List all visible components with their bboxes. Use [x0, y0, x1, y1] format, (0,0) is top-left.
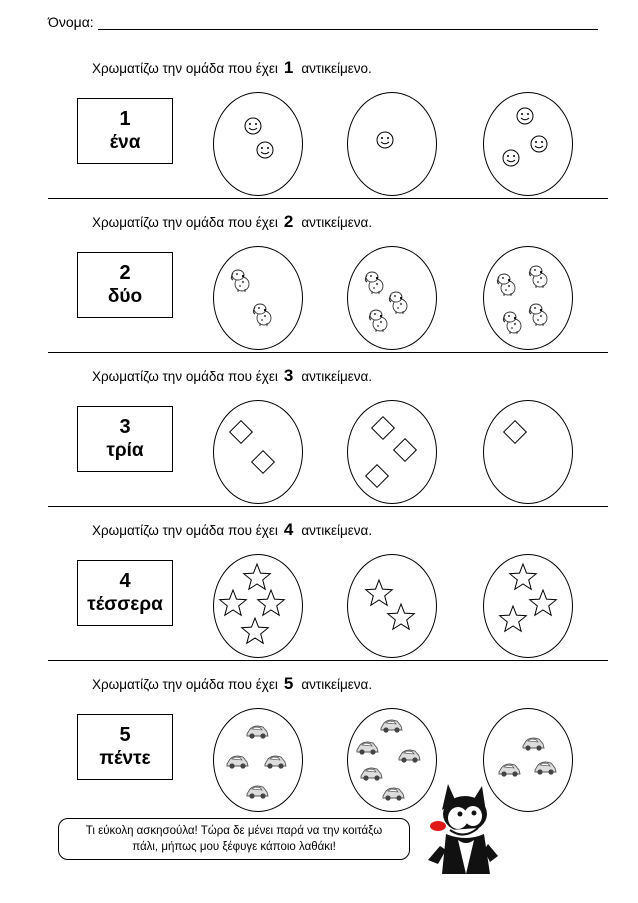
smiley-icon	[376, 131, 394, 149]
car-icon	[520, 731, 546, 757]
number-digit: 2	[119, 262, 131, 284]
dog-icon	[228, 267, 254, 293]
instruction-suffix: αντικείμενα.	[301, 677, 373, 692]
diamond-icon	[227, 418, 255, 446]
instruction-text	[92, 674, 372, 694]
section-divider	[48, 198, 608, 199]
star-icon	[256, 589, 286, 619]
number-word: ένα	[109, 132, 141, 153]
section-divider	[48, 506, 608, 507]
dog-icon	[526, 263, 552, 289]
instruction-label: Χρωματίζω την ομάδα που έχει	[92, 677, 278, 692]
number-box	[77, 406, 173, 472]
number-digit: 5	[119, 724, 131, 746]
car-icon	[380, 781, 406, 807]
dog-icon	[362, 269, 388, 295]
instruction-suffix: αντικείμενα.	[301, 523, 373, 538]
speech-bubble-line-1: Τι εύκολη ασκησούλα! Τώρα δε μένει παρά να την κοιτάξω	[85, 825, 383, 837]
group-oval[interactable]	[483, 400, 573, 504]
car-icon	[354, 735, 380, 761]
star-icon	[218, 589, 248, 619]
number-word: δύο	[107, 286, 143, 307]
number-digit: 3	[119, 416, 131, 438]
number-digit: 4	[119, 570, 131, 592]
dog-icon	[526, 301, 552, 327]
name-label: Όνομα:	[48, 14, 94, 30]
instruction-number: 3	[283, 366, 294, 385]
name-line[interactable]	[98, 29, 598, 30]
instruction-text	[92, 58, 372, 78]
diamond-icon	[391, 436, 419, 464]
instruction-suffix: αντικείμενα.	[301, 215, 373, 230]
car-icon	[378, 713, 404, 739]
car-icon	[532, 755, 558, 781]
instruction-label: Χρωματίζω την ομάδα που έχει	[92, 369, 278, 384]
instruction-number: 5	[283, 674, 294, 693]
section-divider	[48, 660, 608, 661]
instruction-text	[92, 212, 372, 232]
number-word: τρία	[106, 440, 144, 461]
instruction-suffix: αντικείμενο.	[301, 61, 372, 76]
instruction-label: Χρωματίζω την ομάδα που έχει	[92, 61, 278, 76]
number-box	[77, 252, 173, 318]
instruction-suffix: αντικείμενα.	[301, 369, 373, 384]
dog-icon	[494, 271, 520, 297]
instruction-number: 2	[283, 212, 294, 231]
car-icon	[244, 779, 270, 805]
smiley-icon	[530, 135, 548, 153]
star-icon	[498, 605, 528, 635]
car-icon	[244, 719, 270, 745]
dog-icon	[386, 289, 412, 315]
star-icon	[240, 617, 270, 647]
car-icon	[262, 749, 288, 775]
section-divider	[48, 352, 608, 353]
instruction-text	[92, 366, 372, 386]
star-icon	[528, 589, 558, 619]
car-icon	[224, 749, 250, 775]
diamond-icon	[249, 448, 277, 476]
number-word: πέντε	[99, 748, 151, 769]
smiley-icon	[256, 141, 274, 159]
instruction-text	[92, 520, 372, 540]
number-digit: 1	[119, 108, 131, 130]
instruction-number: 4	[283, 520, 294, 539]
dog-icon	[250, 301, 276, 327]
cat-character-illustration	[420, 780, 500, 876]
diamond-icon	[363, 462, 391, 490]
group-oval[interactable]	[213, 246, 303, 350]
number-box	[77, 98, 173, 164]
speech-bubble-line-2: πάλι, μήπως μου ξέφυγε κάποιο λαθάκι!	[132, 841, 336, 853]
group-oval[interactable]	[483, 246, 573, 350]
number-word: τέσσερα	[87, 594, 163, 615]
instruction-label: Χρωματίζω την ομάδα που έχει	[92, 215, 278, 230]
smiley-icon	[502, 149, 520, 167]
star-icon	[386, 603, 416, 633]
dog-icon	[500, 309, 526, 335]
diamond-icon	[501, 418, 529, 446]
smiley-icon	[244, 117, 262, 135]
smiley-icon	[516, 107, 534, 125]
instruction-number: 1	[283, 58, 294, 77]
car-icon	[396, 743, 422, 769]
speech-bubble	[58, 818, 410, 860]
instruction-label: Χρωματίζω την ομάδα που έχει	[92, 523, 278, 538]
number-box	[77, 560, 173, 626]
number-box	[77, 714, 173, 780]
